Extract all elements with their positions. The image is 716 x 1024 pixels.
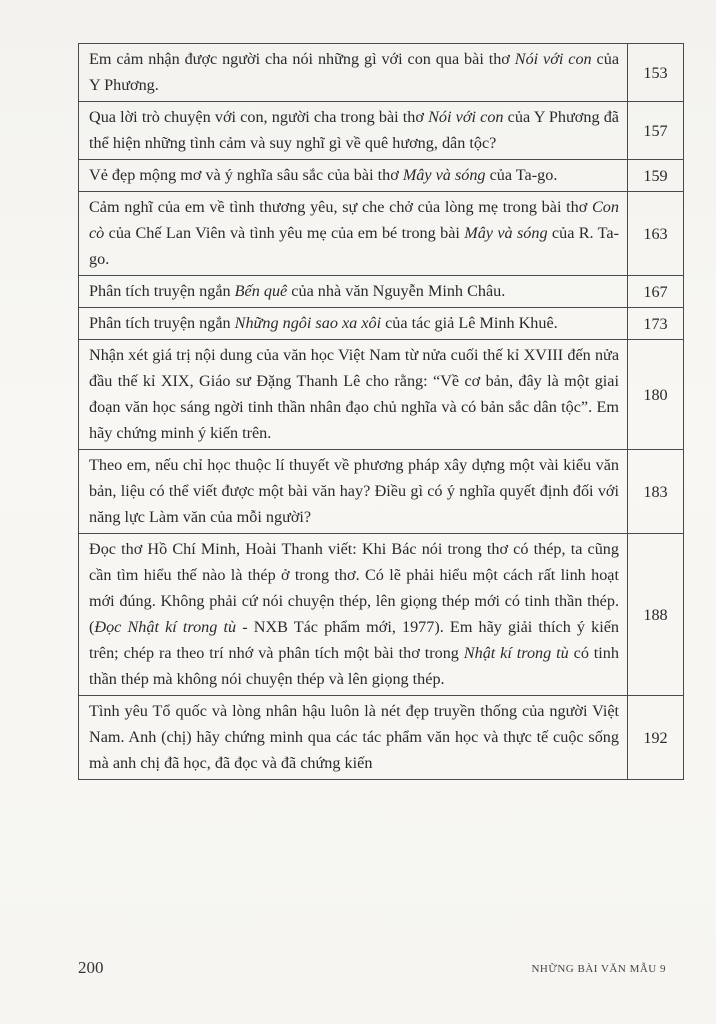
toc-page-number: 173 <box>628 308 684 340</box>
toc-row <box>79 160 684 192</box>
toc-row <box>79 102 684 160</box>
entry-text-segment: có tinh thần thép mà không nói chuyện thép và lên giọng thép. <box>89 644 619 688</box>
entry-text-segment: Theo em, nếu chỉ học thuộc lí thuyết về phương pháp xây dựng một vài kiểu văn bản, liệu có thể viết được một bài văn hay? Điều gì có ý nghĩa quyết định đối với năng lực Làm văn của mỗi người? <box>89 456 619 526</box>
toc-page-number: 157 <box>628 102 684 160</box>
work-title-italic: Nhật kí trong tù <box>463 644 569 662</box>
running-footer-title: NHỮNG BÀI VĂN MẪU 9 <box>531 963 666 975</box>
entry-text-segment: của Y Phương. <box>89 50 619 94</box>
entry-text-segment: của Y Phương đã thể hiện những tình cảm và suy nghĩ gì về quê hương, dân tộc? <box>89 108 619 152</box>
toc-row <box>79 44 684 102</box>
toc-page-number: 188 <box>628 534 684 696</box>
toc-table <box>78 43 684 780</box>
entry-text-segment: của Chế Lan Viên và tình yêu mẹ của em bé trong bài <box>104 224 465 242</box>
entry-text-segment: - NXB Tác phẩm mới, 1977). Em hãy giải thích ý kiến trên; chép ra theo trí nhớ và phân tích một bài thơ trong <box>89 618 619 662</box>
work-title-italic: Mây và sóng <box>464 224 548 242</box>
toc-entry-text <box>79 534 628 696</box>
toc-entry-text <box>79 450 628 534</box>
toc-page-number: 159 <box>628 160 684 192</box>
toc-page-number: 163 <box>628 192 684 276</box>
toc-row <box>79 308 684 340</box>
toc-row <box>79 534 684 696</box>
toc-page-number: 192 <box>628 696 684 780</box>
toc-page-number: 183 <box>628 450 684 534</box>
toc-entry-text <box>79 192 628 276</box>
toc-page-number: 167 <box>628 276 684 308</box>
entry-text-segment: Qua lời trò chuyện với con, người cha trong bài thơ <box>89 108 429 126</box>
work-title-italic: Bến quê <box>234 282 288 300</box>
toc-entry-text <box>79 44 628 102</box>
entry-text-segment: Vẻ đẹp mộng mơ và ý nghĩa sâu sắc của bài thơ <box>89 166 403 184</box>
work-title-italic: Đọc Nhật kí trong tù <box>94 618 237 636</box>
toc-entry-text <box>79 276 628 308</box>
entry-text-segment: Đọc thơ Hồ Chí Minh, Hoài Thanh viết: Khi Bác nói trong thơ có thép, ta cũng cần tìm hiểu thế nào là thép ở trong thơ. Có lẽ phải hiểu một cách rất linh hoạt mới đúng. Không phải cứ nói chuyện thép, lên giọng thép mới có tinh thần thép. ( <box>89 540 619 636</box>
toc-body <box>79 44 684 780</box>
page-number: 200 <box>78 958 104 977</box>
entry-text-segment: Nhận xét giá trị nội dung của văn học Việt Nam từ nửa cuối thế kỉ XVIII đến nửa đầu thế kỉ XIX, Giáo sư Đặng Thanh Lê cho rằng: “Về cơ bản, đây là một giai đoạn văn học sáng ngời tinh thần nhân đạo chủ nghĩa và có bản sắc dân tộc”. Em hãy chứng minh ý kiến trên. <box>89 346 619 442</box>
toc-page-number: 153 <box>628 44 684 102</box>
toc-row <box>79 192 684 276</box>
work-title-italic: Con cò <box>89 198 619 242</box>
work-title-italic: Nói với con <box>428 108 504 126</box>
toc-row <box>79 450 684 534</box>
entry-text-segment: Em cảm nhận được người cha nói những gì với con qua bài thơ <box>89 50 515 68</box>
toc-entry-text <box>79 102 628 160</box>
toc-entry-text <box>79 696 628 780</box>
entry-text-segment: Tình yêu Tổ quốc và lòng nhân hậu luôn là nét đẹp truyền thống của người Việt Nam. Anh (chị) hãy chứng minh qua các tác phẩm văn học và thực tế cuộc sống mà anh chị đã học, đã đọc và đã chứng kiến <box>89 702 619 772</box>
entry-text-segment: Cảm nghĩ của em về tình thương yêu, sự che chở của lòng mẹ trong bài thơ <box>89 198 592 216</box>
entry-text-segment: của Ta-go. <box>485 166 558 184</box>
entry-text-segment: Phân tích truyện ngắn <box>89 282 235 300</box>
toc-entry-text <box>79 308 628 340</box>
toc-entry-text <box>79 160 628 192</box>
entry-text-segment: của R. Ta-go. <box>89 224 619 268</box>
entry-text-segment: Phân tích truyện ngắn <box>89 314 235 332</box>
work-title-italic: Những ngôi sao xa xôi <box>234 314 382 332</box>
toc-page-number: 180 <box>628 340 684 450</box>
work-title-italic: Nói với con <box>514 50 592 68</box>
toc-entry-text <box>79 340 628 450</box>
toc-row <box>79 340 684 450</box>
work-title-italic: Mây và sóng <box>402 166 486 184</box>
entry-text-segment: của nhà văn Nguyễn Minh Châu. <box>287 282 506 300</box>
entry-text-segment: của tác giả Lê Minh Khuê. <box>381 314 558 332</box>
toc-row <box>79 696 684 780</box>
toc-row <box>79 276 684 308</box>
